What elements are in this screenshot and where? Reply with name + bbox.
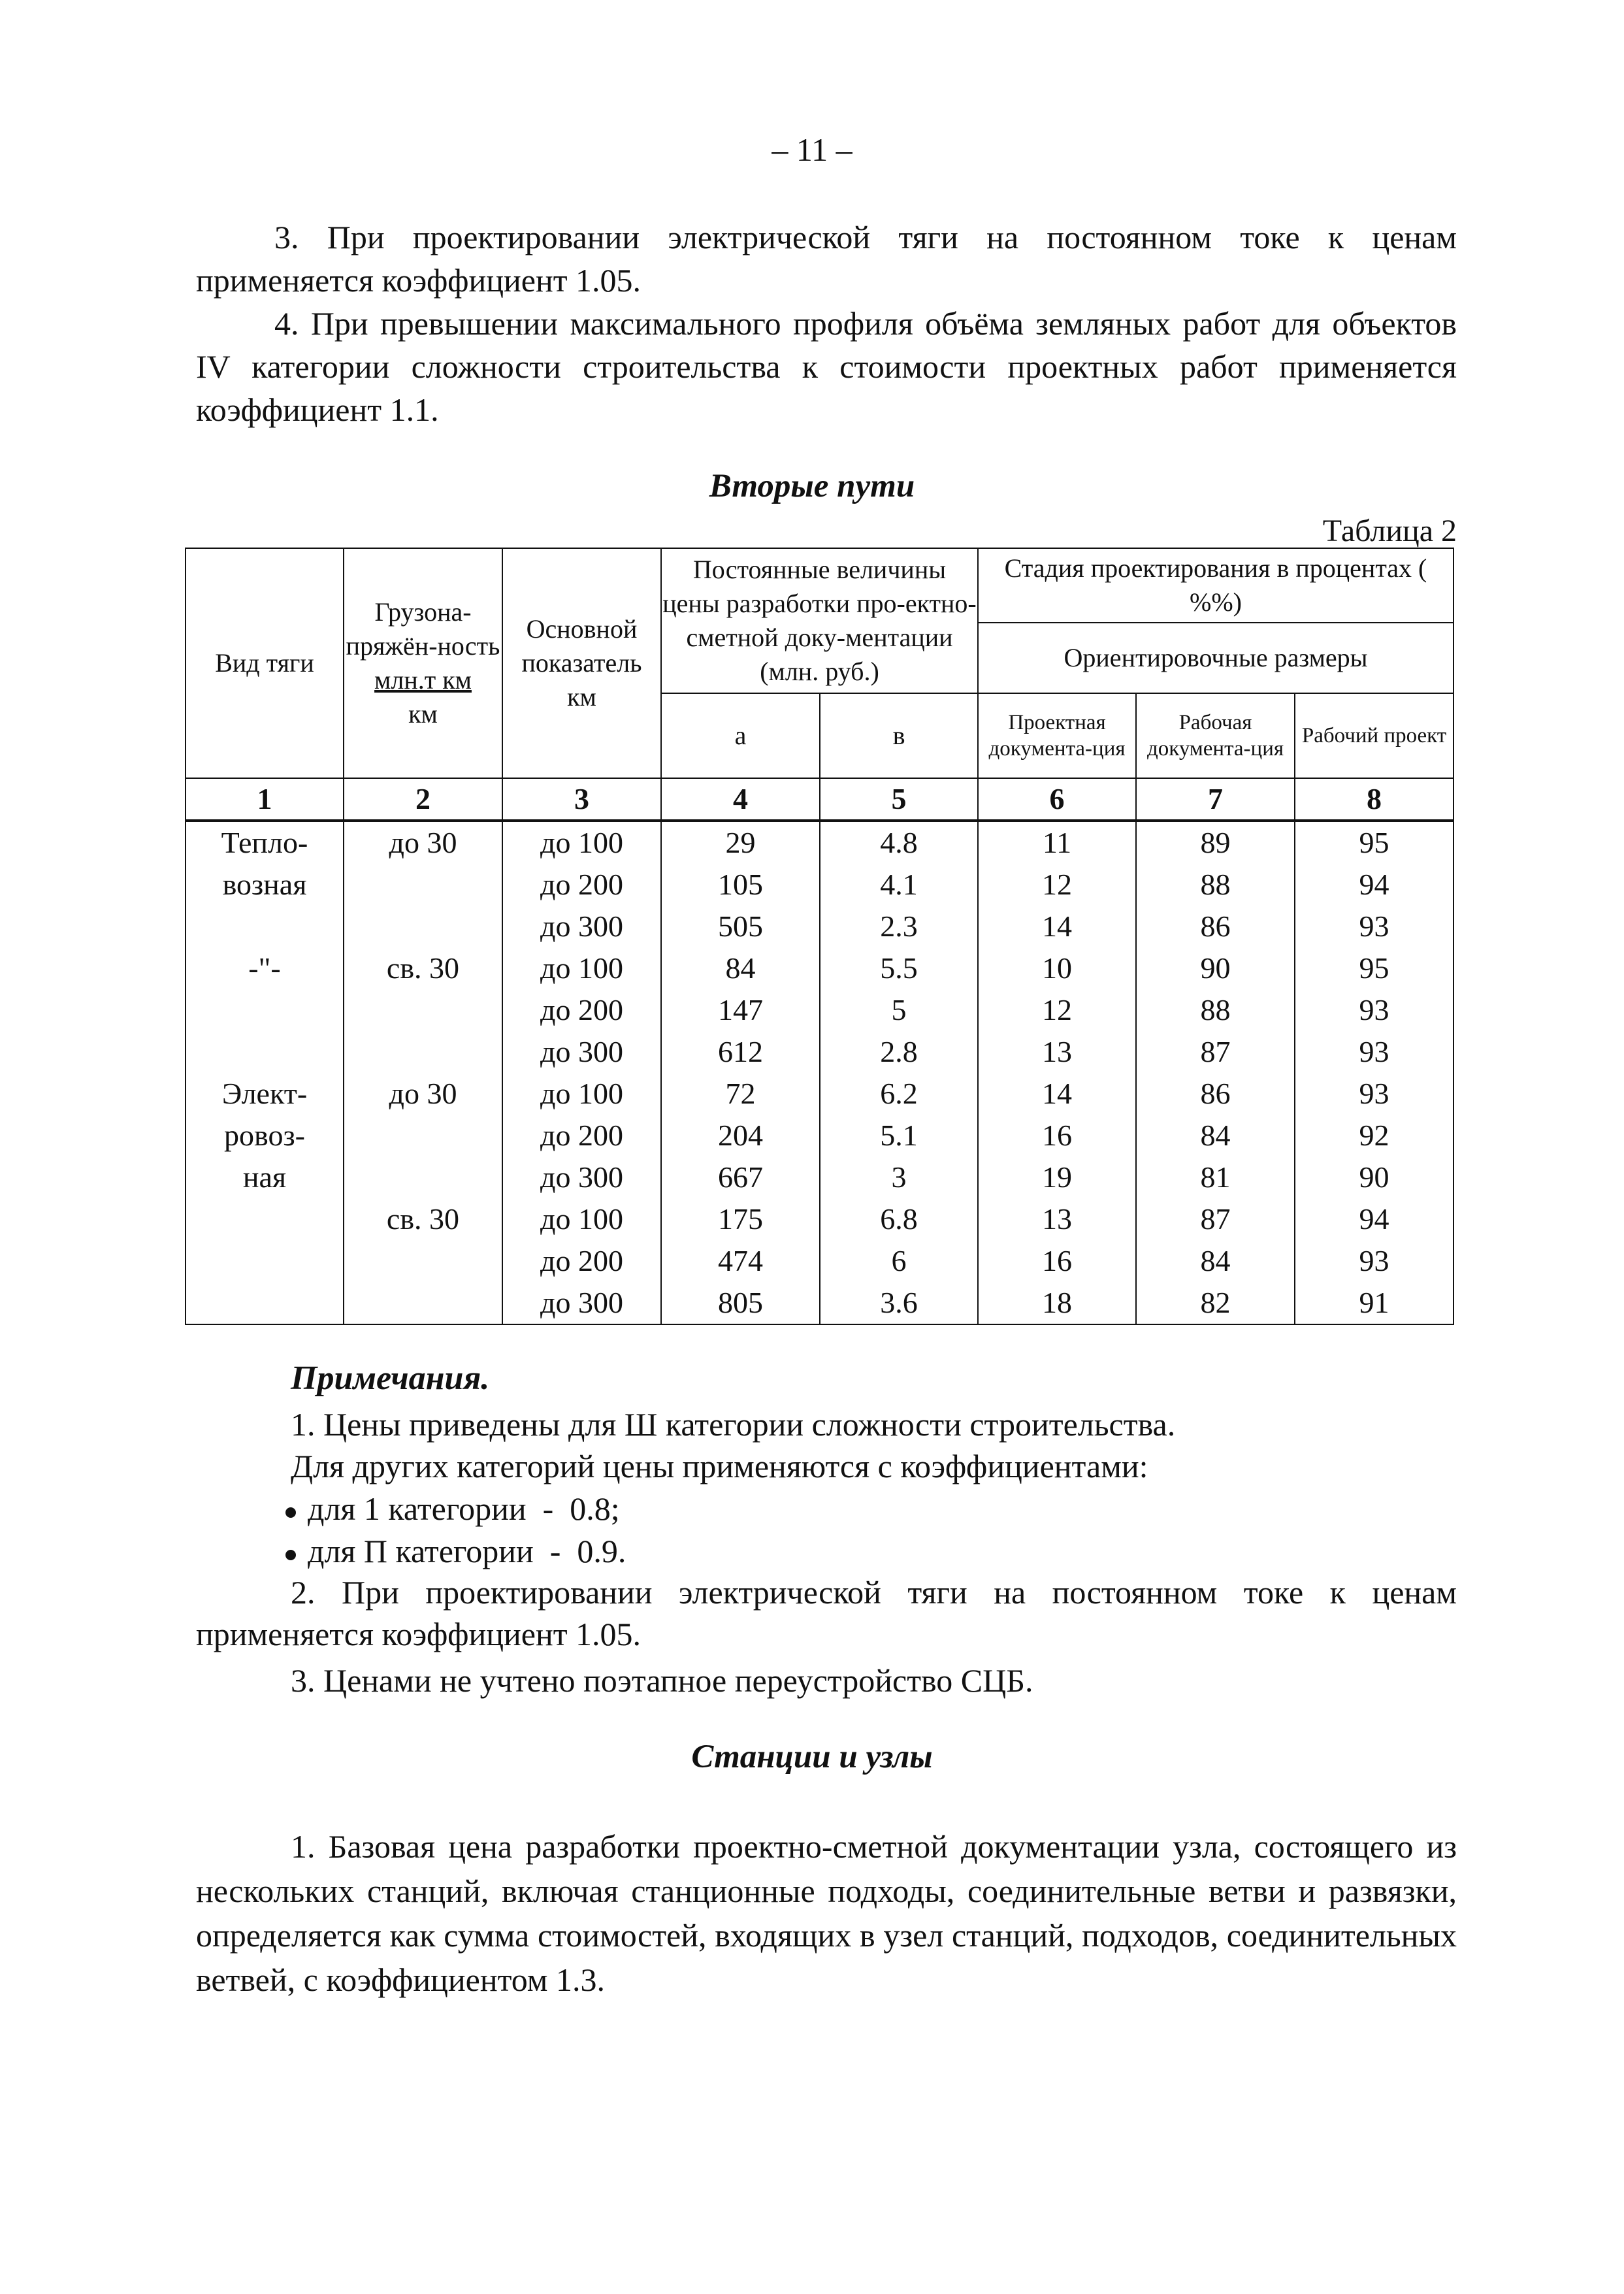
table-cell: 89 bbox=[1136, 821, 1295, 864]
table-cell: св. 30 bbox=[344, 947, 502, 989]
table-cell: Тепло- bbox=[186, 821, 344, 864]
table-cell: 90 bbox=[1136, 947, 1295, 989]
table-cell bbox=[344, 1115, 502, 1156]
table-cell: 91 bbox=[1295, 1282, 1453, 1324]
table-cell: 612 bbox=[661, 1031, 820, 1073]
table-cell bbox=[344, 1156, 502, 1198]
table-cell: 95 bbox=[1295, 947, 1453, 989]
header-gruzonapryazhennost bbox=[344, 548, 502, 778]
header-vid-tyagi: Вид тяги bbox=[186, 548, 344, 778]
table-cell: до 300 bbox=[502, 906, 661, 947]
table-cell: до 200 bbox=[502, 864, 661, 906]
header-rabochaya-documentation: Рабочая документа-ция bbox=[1136, 693, 1295, 778]
table-cell: 4.1 bbox=[820, 864, 978, 906]
table-cell: св. 30 bbox=[344, 1198, 502, 1240]
table-cell: 18 bbox=[978, 1282, 1136, 1324]
table-cell: до 200 bbox=[502, 1240, 661, 1282]
table-cell bbox=[186, 1198, 344, 1240]
notes-title: Примечания. bbox=[291, 1360, 490, 1397]
section-title-stations: Станции и узлы bbox=[691, 1739, 933, 1775]
table-cell: 2.8 bbox=[820, 1031, 978, 1073]
table-cell bbox=[186, 989, 344, 1031]
col-number: 4 bbox=[661, 778, 820, 821]
table-row bbox=[186, 906, 1453, 947]
table-cell: 474 bbox=[661, 1240, 820, 1282]
table-cell: 2.3 bbox=[820, 906, 978, 947]
table-cell: 10 bbox=[978, 947, 1136, 989]
table-cell: до 300 bbox=[502, 1282, 661, 1324]
table-cell: -"- bbox=[186, 947, 344, 989]
table-cell: 86 bbox=[1136, 906, 1295, 947]
table-cell: ная bbox=[186, 1156, 344, 1198]
table-cell: 82 bbox=[1136, 1282, 1295, 1324]
table-row bbox=[186, 864, 1453, 906]
col-number: 5 bbox=[820, 778, 978, 821]
table-cell: 81 bbox=[1136, 1156, 1295, 1198]
table-cell: 147 bbox=[661, 989, 820, 1031]
header-gruzo-unit-denominator: км bbox=[408, 699, 438, 729]
table-cell: до 100 bbox=[502, 821, 661, 864]
header-stadiya: Стадия проектирования в процентах ( %%) bbox=[978, 548, 1453, 623]
table-row bbox=[186, 1073, 1453, 1115]
table-cell: до 30 bbox=[344, 821, 502, 864]
col-number: 6 bbox=[978, 778, 1136, 821]
table-cell: 29 bbox=[661, 821, 820, 864]
table-cell: 72 bbox=[661, 1073, 820, 1115]
table-cell: 505 bbox=[661, 906, 820, 947]
table-cell: 93 bbox=[1295, 1073, 1453, 1115]
table-cell: 3 bbox=[820, 1156, 978, 1198]
header-gruzo-label: Грузона-пряжён-ность bbox=[346, 597, 500, 661]
table-row bbox=[186, 947, 1453, 989]
table-cell: 94 bbox=[1295, 1198, 1453, 1240]
header-orientir: Ориентировочные размеры bbox=[978, 623, 1453, 693]
table-cell: 12 bbox=[978, 989, 1136, 1031]
header-gruzo-unit-numerator: млн.т км bbox=[374, 665, 472, 695]
col-number: 8 bbox=[1295, 778, 1453, 821]
table-row bbox=[186, 1240, 1453, 1282]
table-cell bbox=[344, 1031, 502, 1073]
table-cell bbox=[344, 906, 502, 947]
table-cell: до 100 bbox=[502, 1198, 661, 1240]
table-cell: Элект- bbox=[186, 1073, 344, 1115]
col-number: 3 bbox=[502, 778, 661, 821]
table-cell: 14 bbox=[978, 906, 1136, 947]
table-cell: 84 bbox=[1136, 1240, 1295, 1282]
table-cell: 92 bbox=[1295, 1115, 1453, 1156]
note-2-text: 2. При проектировании электрической тяги на постоянном токе к ценам применяется коэффициент 1.05. bbox=[196, 1574, 1457, 1652]
note-bullet-1-text: для 1 категории - 0.8; bbox=[308, 1490, 620, 1527]
intro-paragraph-4 bbox=[196, 302, 1457, 431]
table-cell: 94 bbox=[1295, 864, 1453, 906]
note-2 bbox=[196, 1571, 1457, 1655]
table-cell: 90 bbox=[1295, 1156, 1453, 1198]
table-cell bbox=[344, 989, 502, 1031]
table-cell: 87 bbox=[1136, 1031, 1295, 1073]
header-v: в bbox=[820, 693, 978, 778]
intro-paragraph-3 bbox=[196, 216, 1457, 302]
table-cell: 6.8 bbox=[820, 1198, 978, 1240]
table-cell: 105 bbox=[661, 864, 820, 906]
table-cell: 19 bbox=[978, 1156, 1136, 1198]
table-cell: 11 bbox=[978, 821, 1136, 864]
table-cell: 87 bbox=[1136, 1198, 1295, 1240]
page-number: – 11 – bbox=[771, 131, 853, 168]
table-cell: до 200 bbox=[502, 1115, 661, 1156]
table-cell: 3.6 bbox=[820, 1282, 978, 1324]
table-cell bbox=[344, 1282, 502, 1324]
stations-paragraph-1 bbox=[196, 1824, 1457, 2002]
table-cell: 13 bbox=[978, 1031, 1136, 1073]
table-row bbox=[186, 1031, 1453, 1073]
table-cell: 6 bbox=[820, 1240, 978, 1282]
table-cell: 5.5 bbox=[820, 947, 978, 989]
header-proektnaya-documentation: Проектная документа-ция bbox=[978, 693, 1136, 778]
table-cell: 84 bbox=[1136, 1115, 1295, 1156]
table-body bbox=[186, 821, 1453, 1324]
table-cell: 5.1 bbox=[820, 1115, 978, 1156]
table-row bbox=[186, 1282, 1453, 1324]
table-cell: 93 bbox=[1295, 1240, 1453, 1282]
table-cell: 93 bbox=[1295, 906, 1453, 947]
intro-paragraph-3-text: 3. При проектировании электрической тяги на постоянном токе к ценам применяется коэффициент 1.05. bbox=[196, 219, 1457, 299]
table-cell: до 300 bbox=[502, 1156, 661, 1198]
stations-paragraph-1-text: 1. Базовая цена разработки проектно-сметной документации узла, состоящего из нескольких станций, включая станционные подходы, соединительные ветви и развязки, определяется как сумма стоимостей, входящих в узел станций, подходов, соединительных ветвей, с коэффициентом 1.3. bbox=[196, 1828, 1457, 1998]
table-cell: до 100 bbox=[502, 947, 661, 989]
bullet-icon bbox=[285, 1507, 296, 1518]
table-cell: до 300 bbox=[502, 1031, 661, 1073]
col-number: 2 bbox=[344, 778, 502, 821]
prices-table bbox=[185, 548, 1454, 1325]
table-row bbox=[186, 821, 1453, 864]
table-cell: 88 bbox=[1136, 864, 1295, 906]
table-cell: 667 bbox=[661, 1156, 820, 1198]
table-cell: 88 bbox=[1136, 989, 1295, 1031]
table-cell bbox=[186, 906, 344, 947]
table-cell: 805 bbox=[661, 1282, 820, 1324]
table-cell: 6.2 bbox=[820, 1073, 978, 1115]
intro-paragraph-4-text: 4. При превышении максимального профиля объёма земляных работ для объектов IV категории сложности строительства к стоимости проектных работ применяется коэффициент 1.1. bbox=[196, 305, 1457, 428]
header-a: а bbox=[661, 693, 820, 778]
table-cell: до 30 bbox=[344, 1073, 502, 1115]
table-cell: 84 bbox=[661, 947, 820, 989]
table-cell: 16 bbox=[978, 1115, 1136, 1156]
table-cell: до 100 bbox=[502, 1073, 661, 1115]
note-1: 1. Цены приведены для Ш категории сложности строительства. bbox=[291, 1406, 1176, 1443]
table-cell: 13 bbox=[978, 1198, 1136, 1240]
table-cell bbox=[344, 1240, 502, 1282]
note-1b: Для других категорий цены применяются с коэффициентами: bbox=[291, 1448, 1148, 1484]
table-cell: 86 bbox=[1136, 1073, 1295, 1115]
table-cell bbox=[186, 1240, 344, 1282]
table-label: Таблица 2 bbox=[1322, 514, 1457, 548]
table-cell: 204 bbox=[661, 1115, 820, 1156]
table-cell: 4.8 bbox=[820, 821, 978, 864]
table-cell bbox=[186, 1031, 344, 1073]
table-cell bbox=[186, 1282, 344, 1324]
col-number: 1 bbox=[186, 778, 344, 821]
header-osnovnoy-pokazatel bbox=[502, 548, 661, 778]
col-number: 7 bbox=[1136, 778, 1295, 821]
table-cell: ровоз- bbox=[186, 1115, 344, 1156]
note-bullet-2-text: для П категории - 0.9. bbox=[308, 1533, 626, 1569]
bullet-icon bbox=[285, 1550, 296, 1560]
table-cell: возная bbox=[186, 864, 344, 906]
table-cell: 93 bbox=[1295, 1031, 1453, 1073]
header-osnovnoy-label: Основной показатель bbox=[521, 614, 642, 678]
header-postoyannye-velichiny: Постоянные величины цены разработки про-ектно-сметной доку-ментации (млн. руб.) bbox=[661, 548, 978, 693]
table-cell: 16 bbox=[978, 1240, 1136, 1282]
note-bullet-1 bbox=[285, 1488, 620, 1530]
table-cell: 5 bbox=[820, 989, 978, 1031]
table-cell: 14 bbox=[978, 1073, 1136, 1115]
header-osnovnoy-unit: км bbox=[567, 682, 596, 712]
table-row bbox=[186, 1115, 1453, 1156]
table-cell: 95 bbox=[1295, 821, 1453, 864]
table-cell bbox=[344, 864, 502, 906]
table-cell: 12 bbox=[978, 864, 1136, 906]
table-cell: 175 bbox=[661, 1198, 820, 1240]
table-row bbox=[186, 1156, 1453, 1198]
table-cell: 93 bbox=[1295, 989, 1453, 1031]
header-rabochiy-proekt: Рабочий проект bbox=[1295, 693, 1453, 778]
table-cell: до 200 bbox=[502, 989, 661, 1031]
section-title-second-tracks: Вторые пути bbox=[709, 468, 915, 504]
note-3: 3. Ценами не учтено поэтапное переустройство СЦБ. bbox=[291, 1662, 1033, 1699]
note-bullet-2 bbox=[285, 1530, 626, 1572]
table-row bbox=[186, 1198, 1453, 1240]
table-row bbox=[186, 989, 1453, 1031]
